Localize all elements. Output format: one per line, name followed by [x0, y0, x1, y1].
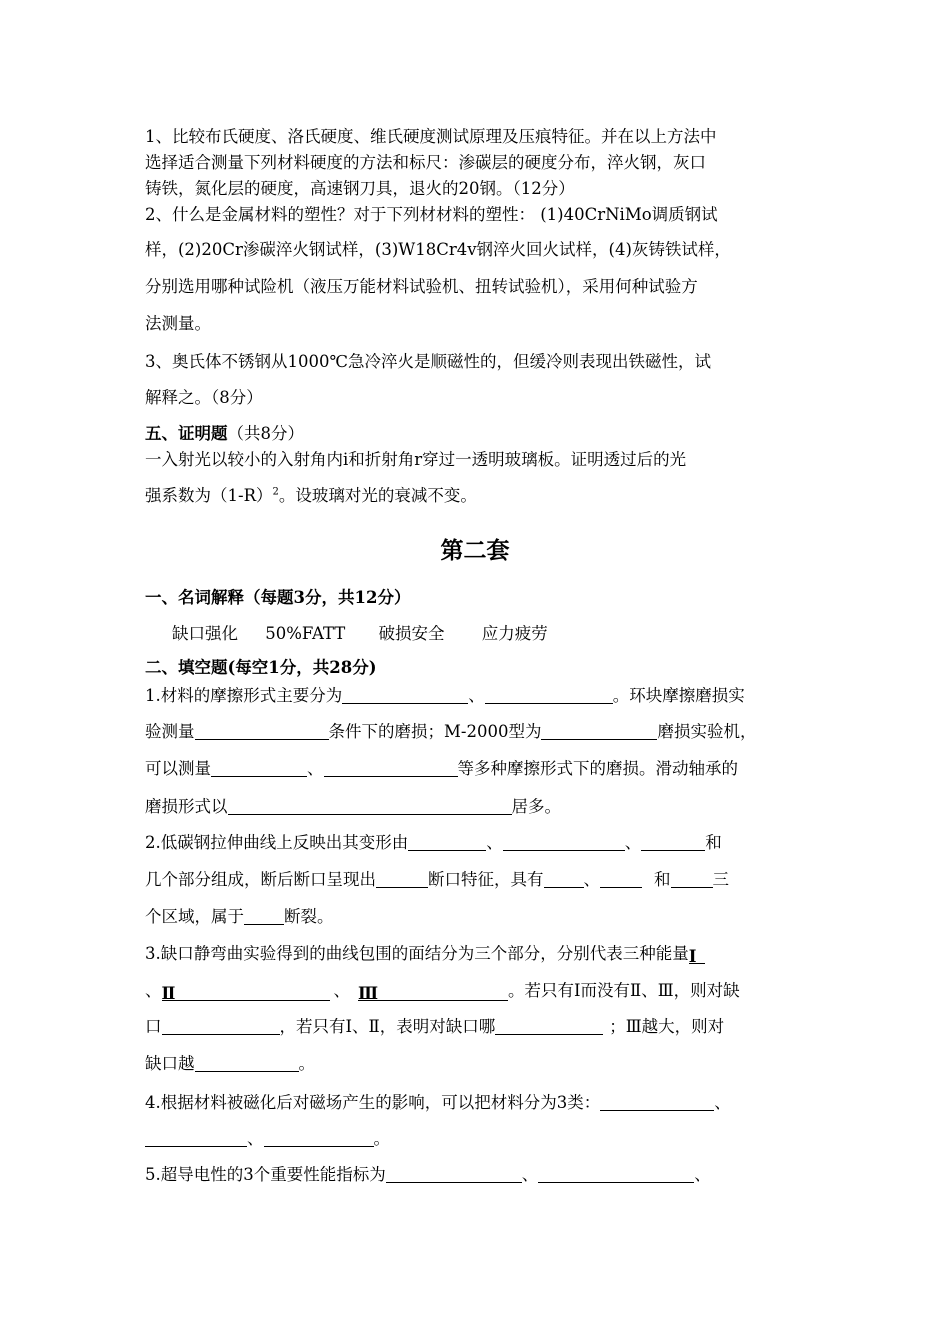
- q2-line-3: 分别选用哪种试险机（液压万能材料试验机、扭转试验机），采用何种试验方: [145, 277, 698, 296]
- fill-3-text-i: 。: [298, 1054, 315, 1073]
- term-1: 缺口强化: [172, 624, 238, 643]
- blank[interactable]: [376, 870, 428, 888]
- fill-2-text-h: 和: [654, 870, 671, 889]
- blank[interactable]: [503, 833, 625, 851]
- blank[interactable]: [641, 833, 705, 851]
- part-1-terms: [172, 623, 548, 645]
- blank[interactable]: [541, 722, 657, 740]
- fill-3-text-f: ，若只有Ⅰ、Ⅱ，表明对缺口哪: [279, 1017, 496, 1036]
- fill-3-line-1: [145, 943, 705, 965]
- roman-3-blank[interactable]: Ⅲ: [358, 983, 508, 1001]
- fill-3-text-c: 、: [333, 981, 350, 1000]
- fill-4-text-a: 4.根据材料被磁化后对磁场产生的影响，可以把材料分为3类：: [145, 1093, 601, 1112]
- section-5-heading-points: （共8分）: [227, 424, 304, 443]
- blank[interactable]: [195, 722, 329, 740]
- section-5-line-2: [145, 485, 477, 507]
- fill-4-line-2: [145, 1128, 390, 1150]
- fill-2-line-2: [145, 869, 729, 891]
- blank[interactable]: [386, 1165, 522, 1183]
- fill-1-text-a: 1.材料的摩擦形式主要分为: [145, 686, 343, 705]
- fill-4-line-1: [145, 1092, 731, 1114]
- blank[interactable]: [671, 870, 713, 888]
- fill-2-text-b: 、: [486, 833, 503, 852]
- q1-line-3: 铸铁，氮化层的硬度，高速钢刀具，退火的20钢。（12分）: [145, 179, 575, 198]
- fill-2-text-d: 和: [705, 833, 722, 852]
- fill-1-text-c: 。环块摩擦磨损实: [612, 686, 745, 705]
- fill-3-text-h: 缺口越: [145, 1054, 195, 1073]
- fill-1-text-d: 验测量: [145, 722, 195, 741]
- fill-3-line-2: [145, 980, 740, 1002]
- fill-2-text-a: 2.低碳钢拉伸曲线上反映出其变形由: [145, 833, 409, 852]
- section-5-line-2-a: 强系数为（1-R）: [145, 486, 273, 505]
- fill-2-line-3: [145, 906, 334, 928]
- blank[interactable]: [408, 833, 486, 851]
- fill-2-text-k: 断裂。: [284, 907, 334, 926]
- q2-line-4: 法测量。: [145, 314, 211, 333]
- section-5-line-2-b: 。设玻璃对光的衰减不变。: [278, 486, 477, 505]
- part-1-heading: 一、名词解释（每题3分，共12分）: [145, 588, 411, 607]
- fill-1-text-i: 等多种摩擦形式下的磨损。滑动轴承的: [457, 759, 738, 778]
- fill-1-line-3: [145, 758, 738, 780]
- set-title: 第二套: [440, 538, 510, 564]
- fill-1-line-1: [145, 685, 745, 707]
- roman-1: Ⅰ: [689, 946, 705, 964]
- q3-line-1: 3、奥氏体不锈钢从1000℃急冷淬火是顺磁性的，但缓冷则表现出铁磁性，试: [145, 352, 711, 371]
- fill-4-text-b: 、: [714, 1093, 731, 1112]
- fill-3-text-g: ；Ⅲ越大，则对: [609, 1017, 725, 1036]
- fill-5-text-b: 、: [521, 1165, 539, 1184]
- blank[interactable]: [244, 907, 284, 925]
- section-5-superscript: 2: [272, 486, 279, 498]
- blank[interactable]: [544, 870, 584, 888]
- roman-2-blank[interactable]: Ⅱ: [162, 983, 330, 1001]
- blank[interactable]: [538, 1165, 694, 1183]
- fill-3-text-b: 、: [145, 981, 162, 1000]
- q1-line-1: 1、比较布氏硬度、洛氏硬度、维氏硬度测试原理及压痕特征。并在以上方法中: [145, 127, 717, 146]
- fill-1-text-e: 条件下的磨损；M-2000型为: [328, 722, 542, 741]
- term-3: 破损安全: [378, 624, 445, 643]
- fill-3-text-a: 3.缺口静弯曲实验得到的曲线包围的面结分为三个部分，分别代表三种能量: [145, 944, 689, 963]
- fill-4-text-d: 。: [373, 1129, 390, 1148]
- blank[interactable]: [228, 797, 512, 815]
- fill-3-text-e: 口: [145, 1017, 162, 1036]
- q2-line-1: 2、什么是金属材料的塑性？对于下列材材料的塑性： (1)40CrNiMo调质钢试: [145, 205, 718, 224]
- fill-3-line-4: [145, 1053, 315, 1075]
- fill-5-line-1: [145, 1164, 711, 1186]
- q1-line-2: 选择适合测量下列材料硬度的方法和标尺：渗碳层的硬度分布，淬火钢，灰口: [145, 153, 706, 172]
- fill-1-line-4: [145, 796, 561, 818]
- fill-5-text-c: 、: [694, 1165, 711, 1184]
- fill-2-text-g: 、: [583, 870, 600, 889]
- blank[interactable]: [495, 1017, 603, 1035]
- blank[interactable]: [485, 686, 613, 704]
- blank[interactable]: [211, 759, 307, 777]
- term-4: 应力疲劳: [481, 624, 548, 643]
- blank[interactable]: [324, 759, 458, 777]
- fill-5-text-a: 5.超导电性的3个重要性能指标为: [145, 1165, 386, 1184]
- fill-2-text-e: 几个部分组成，断后断口呈现出: [145, 870, 376, 889]
- blank[interactable]: [195, 1054, 299, 1072]
- blank[interactable]: [600, 1093, 714, 1111]
- term-2: 50%FATT: [265, 624, 346, 643]
- fill-1-text-f: 磨损实验机，: [657, 722, 757, 741]
- section-5-heading: [145, 423, 304, 445]
- fill-3-line-3: [145, 1016, 724, 1038]
- blank[interactable]: [342, 686, 468, 704]
- fill-2-text-c: 、: [624, 833, 642, 852]
- fill-2-text-f: 断口特征，具有: [428, 870, 544, 889]
- section-5-line-1: 一入射光以较小的入射角内i和折射角r穿过一透明玻璃板。证明透过后的光: [145, 450, 687, 469]
- fill-2-text-i: 三: [712, 870, 729, 889]
- q3-line-2: 解释之。（8分）: [145, 388, 263, 407]
- fill-1-text-k: 居多。: [511, 797, 561, 816]
- blank[interactable]: [264, 1129, 374, 1147]
- fill-1-text-b: 、: [468, 686, 485, 705]
- blank[interactable]: [145, 1129, 247, 1147]
- fill-1-text-j: 磨损形式以: [145, 797, 228, 816]
- q2-line-2: 样，(2)20Cr渗碳淬火钢试样，(3)W18Cr4v钢淬火回火试样，(4)灰铸铁试样，: [145, 240, 731, 259]
- fill-3-text-d: 。若只有Ⅰ而没有Ⅱ、Ⅲ，则对缺: [508, 981, 740, 1000]
- fill-1-text-h: 、: [307, 759, 324, 778]
- part-2-heading: 二、填空题(每空1分，共28分): [145, 658, 377, 677]
- fill-2-line-1: [145, 832, 722, 854]
- fill-1-line-2: [145, 721, 756, 743]
- fill-1-text-g: 可以测量: [145, 759, 211, 778]
- fill-2-text-j: 个区域，属于: [145, 907, 244, 926]
- blank[interactable]: [162, 1017, 280, 1035]
- fill-4-text-c: 、: [247, 1129, 264, 1148]
- section-5-heading-label: 五、证明题: [145, 424, 228, 443]
- blank[interactable]: [600, 870, 642, 888]
